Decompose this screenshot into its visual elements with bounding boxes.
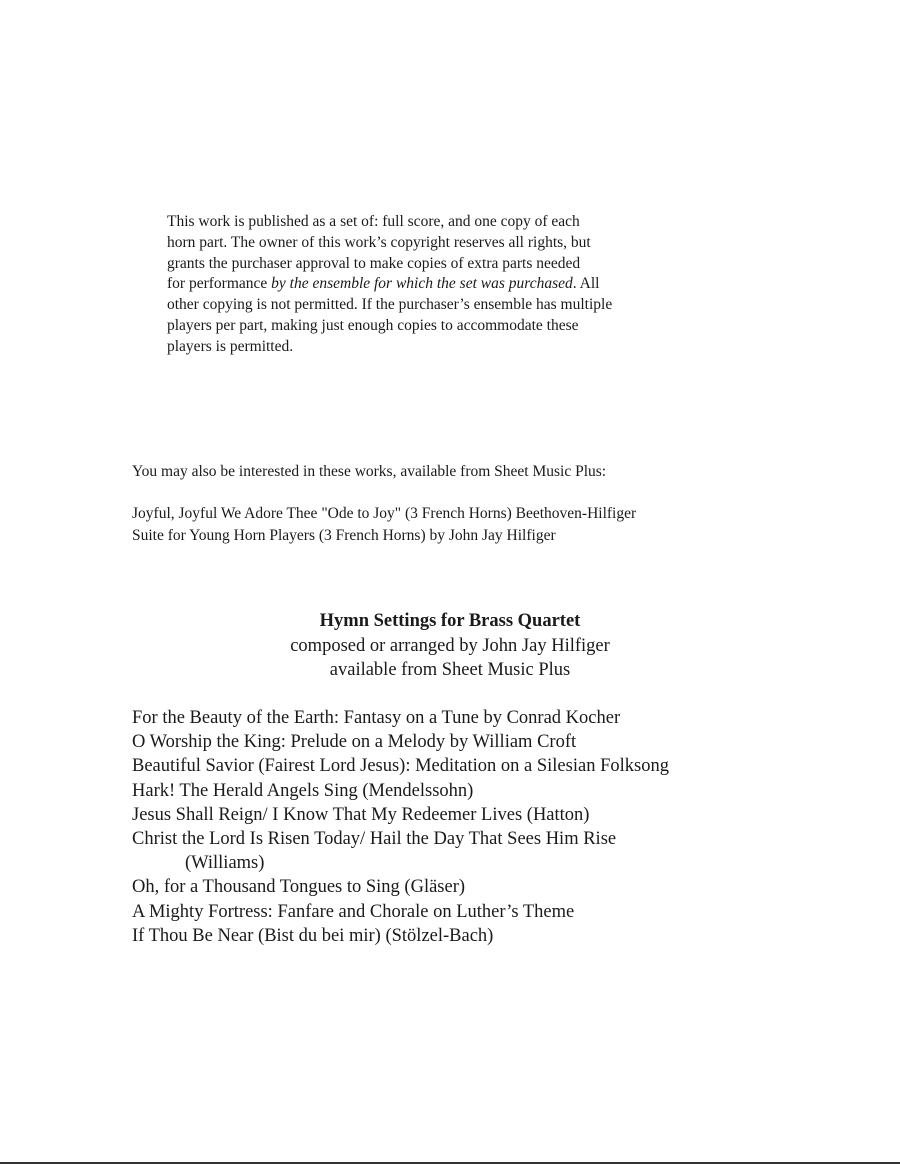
notice-line: This work is published as a set of: full score, and one copy of each [167, 213, 580, 230]
hymn-settings-credit: composed or arranged by John Jay Hilfiger [290, 635, 610, 656]
notice-line: players is permitted. [167, 337, 294, 355]
hymn-item: Christ the Lord Is Risen Today/ Hail the Day That Sees Him Rise [132, 829, 617, 850]
related-works-heading: You may also be interested in these works, available from Sheet Music Plus: [132, 463, 607, 480]
notice-emphasis: by the ensemble for which the set was purchased [271, 275, 573, 293]
related-works-list [132, 503, 636, 546]
hymn-list [132, 706, 669, 948]
related-work-item: Joyful, Joyful We Adore Thee "Ode to Joy" (3 French Horns) Beethoven-Hilfiger [132, 505, 637, 522]
hymn-item: Jesus Shall Reign/ I Know That My Redeemer Lives (Hatton) [132, 804, 590, 825]
hymn-item: Oh, for a Thousand Tongues to Sing (Gläser) [132, 877, 466, 898]
notice-line: grants the purchaser approval to make copies of extra parts needed [167, 254, 581, 272]
hymn-item-continuation: (Williams) [185, 853, 265, 874]
hymn-settings-title: Hymn Settings for Brass Quartet [319, 611, 581, 631]
notice-text: . All [572, 275, 600, 293]
hymn-item: If Thou Be Near (Bist du bei mir) (Stölzel-Bach) [132, 925, 494, 946]
hymn-item: Beautiful Savior (Fairest Lord Jesus): Meditation on a Silesian Folksong [132, 756, 669, 777]
hymn-item: A Mighty Fortress: Fanfare and Chorale on Luther’s Theme [132, 901, 575, 922]
notice-line: players per part, making just enough copies to accommodate these [167, 316, 579, 334]
hymn-item: O Worship the King: Prelude on a Melody by William Croft [132, 732, 577, 753]
notice-line [167, 274, 727, 295]
notice-text: for performance [167, 275, 272, 293]
copyright-notice [167, 212, 727, 358]
related-work-item: Suite for Young Horn Players (3 French Horns) by John Jay Hilfiger [132, 526, 556, 544]
hymn-settings-header [0, 609, 900, 683]
notice-line: other copying is not permitted. If the purchaser’s ensemble has multiple [167, 296, 613, 314]
hymn-item: Hark! The Herald Angels Sing (Mendelssohn) [132, 780, 474, 801]
hymn-item: For the Beauty of the Earth: Fantasy on a Tune by Conrad Kocher [132, 708, 621, 728]
notice-line: horn part. The owner of this work’s copyright reserves all rights, but [167, 233, 591, 251]
hymn-settings-availability: available from Sheet Music Plus [329, 660, 571, 680]
